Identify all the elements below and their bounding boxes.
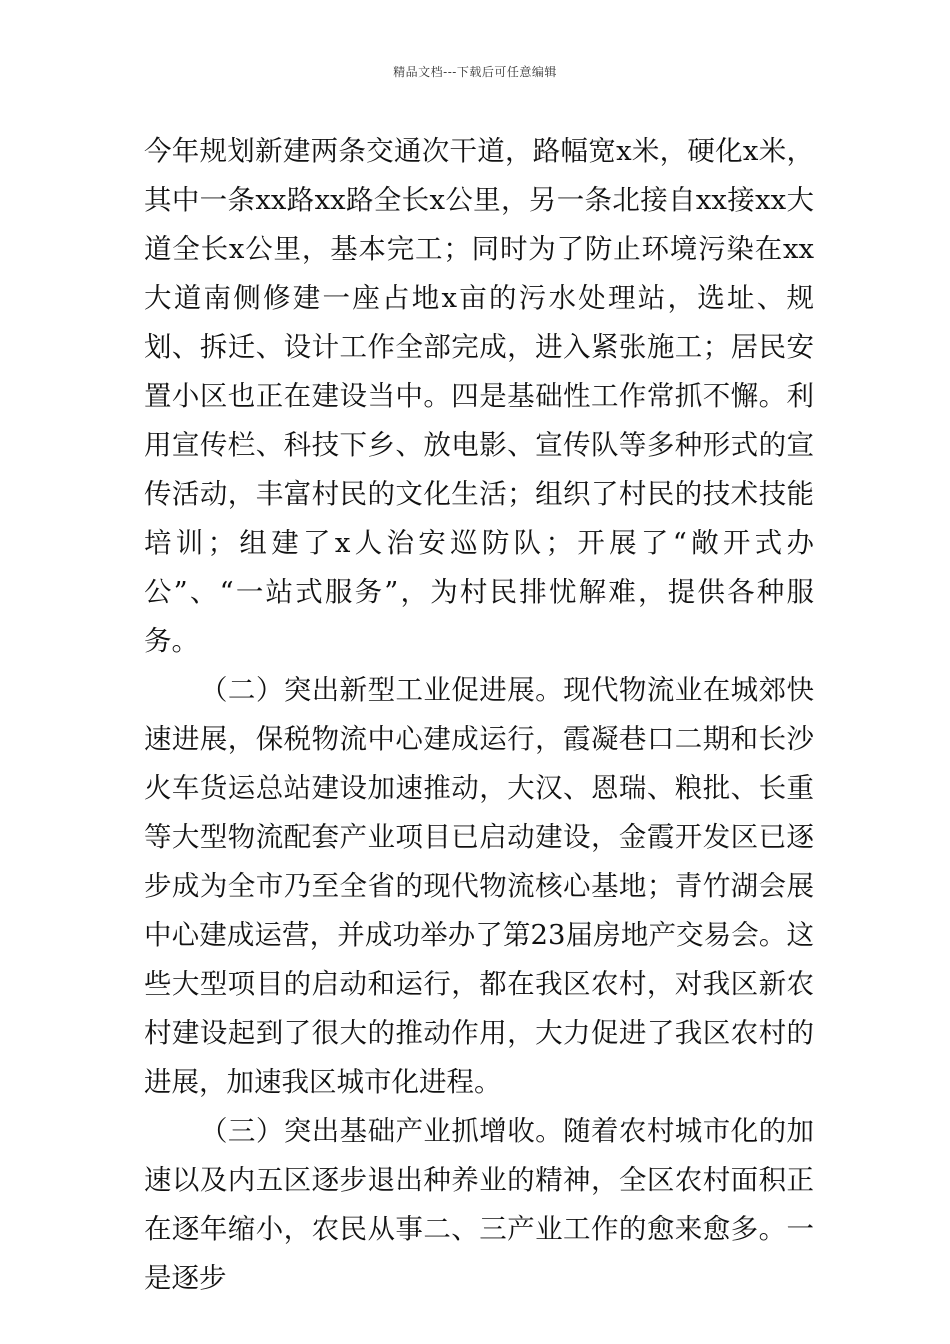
paragraph-continued: 今年规划新建两条交通次干道，路幅宽x米，硬化x米，其中一条xx路xx路全长x公里，另一条北接自xx接xx大道全长x公里，基本完工；同时为了防止环境污染在xx大道南侧修建一座占地x亩的污水处理站，选址、规划、拆迁、设计工作全部完成，进入紧张施工；居民安置小区也正在建设当中。四是基础性工作常抓不懈。利用宣传栏、科技下乡、放电影、宣传队等多种形式的宣传活动，丰富村民的文化生活；组织了村民的技术技能培训；组建了x人治安巡防队；开展了“敞开式办公”、“一站式服务”，为村民排忧解难，提供各种服务。 (144, 135, 814, 657)
page-header: 精品文档---下载后可任意编辑 (393, 65, 557, 79)
paragraph-section-two: （二）突出新型工业促进展。现代物流业在城郊快速进展，保税物流中心建成运行，霞凝巷口二期和长沙火车货运总站建设加速推动，大汉、恩瑞、粮批、长重等大型物流配套产业项目已启动建设，金霞开发区已逐步成为全市乃至全省的现代物流核心基地；青竹湖会展中心建成运营，并成功举办了第23届房地产交易会。这些大型项目的启动和运行，都在我区农村，对我区新农村建设起到了很大的推动作用，大力促进了我区农村的进展，加速我区城市化进程。 (144, 674, 814, 1098)
document-body (144, 127, 814, 1303)
paragraph-section-three: （三）突出基础产业抓增收。随着农村城市化的加速以及内五区逐步退出种养业的精神，全区农村面积正在逐年缩小，农民从事二、三产业工作的愈来愈多。一是逐步 (144, 1115, 814, 1294)
